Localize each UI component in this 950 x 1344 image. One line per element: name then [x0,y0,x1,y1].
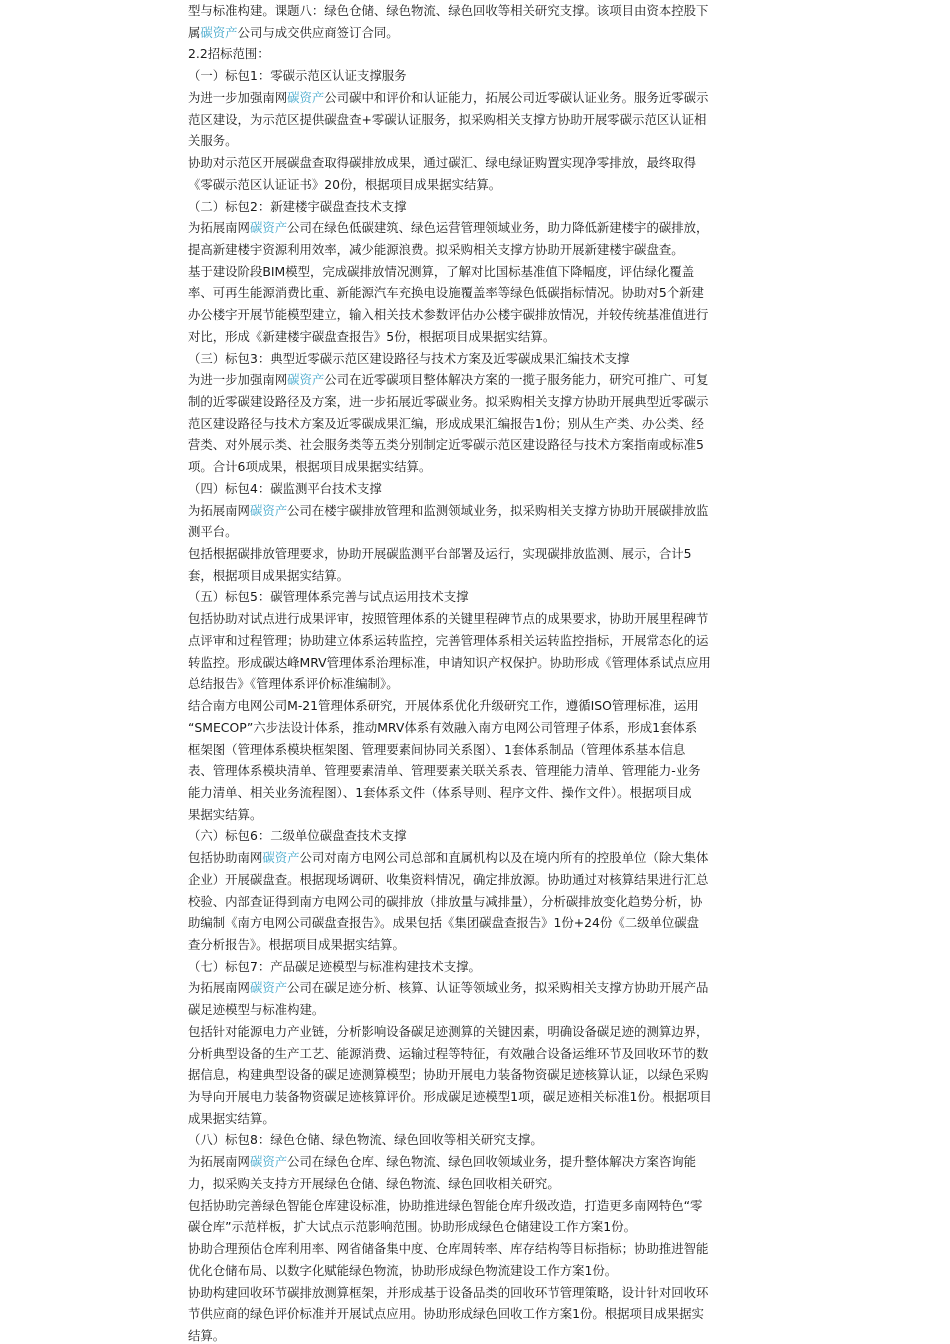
text-line [188,285,704,301]
text-segment: 对比，形成《新建楼宇碳盘查报告》5份，根据项目成果据实结算。 [188,328,556,344]
text-line [188,742,685,758]
company-name-highlight: 碳资产 [249,220,288,236]
text-segment: 率、可再生能源消费比重、新能源汽车充换电设施覆盖率等绿色低碳指标情况。协助对5个新建 [188,285,704,301]
text-line [188,1198,702,1214]
text-line [188,90,708,106]
text-segment: 包括协助南网 [188,850,263,866]
text-segment: 项。合计6项成果，根据项目成果据实结算。 [188,459,432,475]
text-line [188,937,405,953]
text-line [188,329,555,345]
text-segment: 公司对南方电网公司总部和直属机构以及在境内所有的控股单位（除大集体 [299,850,709,866]
text-segment: 结合南方电网公司M-21管理体系研究，开展体系优化升级研究工作，遵循ISO管理标准，运用 [188,698,699,713]
text-line [188,394,708,410]
text-line [188,807,262,823]
text-segment: 成果据实结算。 [188,1110,275,1126]
text-segment: 总结报告》《管理体系评价标准编制》。 [188,676,399,692]
text-segment: 为拓展南网 [188,980,250,996]
text-line [188,1241,708,1257]
text-line [188,959,481,975]
text-line [188,1176,560,1192]
text-segment: 转监控。形成碳达峰MRV管理体系治理标准，申请知识产权保护。协助形成《管理体系试点应用 [188,654,711,670]
text-segment: 包括协助完善绿色智能仓库建设标准，协助推进绿色智能仓库升级改造，打造更多南网特色“零 [188,1197,703,1213]
text-line [188,416,704,432]
text-segment: 基于建设阶段BIM模型，完成碳排放情况测算，了解对比国标基准值下降幅度，评估绿化覆盖 [188,263,695,279]
text-line [188,1154,696,1170]
text-line [188,372,708,388]
text-segment: 查分析报告》。根据项目成果据实结算。 [188,937,405,952]
text-line [188,133,238,149]
text-line [188,850,708,866]
text-line [188,611,708,627]
text-segment: 企业）开展碳盘查。根据现场调研、收集资料情况，确定排放源。协助通过对核算结果进行汇总 [188,871,709,887]
text-segment: 范区建设，为示范区提供碳盘查+零碳认证服务，拟采购相关支撑方协助开展零碳示范区认证相 [188,111,707,127]
text-line [188,25,399,41]
text-line [188,1111,275,1127]
text-segment: 框架图（管理体系模块框架图、管理要素间协同关系图）、1套体系制品（管理体系基本信息 [188,741,686,757]
text-line [188,589,468,605]
text-segment: 点评审和过程管理；协助建立体系运转监控，完善管理体系相关运转监控指标，开展常态化的运 [188,632,709,648]
text-segment: （二）标包2：新建楼宇碳盘查技术支撑 [188,198,407,214]
text-segment: 协助对示范区开展碳盘查取得碳排放成果，通过碳汇、绿电绿证购置实现净零排放，最终取得 [188,155,697,170]
text-segment: 办公楼宇开展节能模型建立，输入相关技术参数评估办公楼宇碳排放情况，并较传统基准值进行 [188,307,709,323]
text-line [188,894,702,910]
text-segment: 为拓展南网 [188,502,250,518]
text-segment: 为拓展南网 [188,220,250,236]
text-line [188,112,706,128]
text-line [188,199,407,215]
text-line [188,68,407,84]
text-segment: 力，拟采购关支持方开展绿色仓储、绿色物流、绿色回收相关研究。 [188,1175,560,1191]
text-line [188,763,701,779]
text-segment: 助编制《南方电网公司碳盘查报告》。成果包括《集团碳盘查报告》1份+24份《二级单位碳盘 [188,915,700,931]
text-segment: 公司在楼宇碳排放管理和监测领域业务，拟采购相关支撑方协助开展碳排放监 [287,502,709,518]
text-segment: 2.2招标范围： [188,46,270,62]
text-segment: 协助构建回收环节碳排放测算框架，并形成基于设备品类的回收环节管理策略，设计针对回收环 [188,1284,709,1300]
text-segment: 包括针对能源电力产业链，分析影响设备碳足迹测算的关键因素，明确设备碳足迹的测算边界， [188,1023,709,1039]
text-line [188,676,399,692]
text-line [188,568,349,584]
text-line [188,1046,708,1062]
text-line [188,1132,543,1148]
text-line [188,459,431,475]
text-line [188,46,270,62]
text-line [188,220,708,236]
text-line [188,481,382,497]
text-segment: 公司碳中和评价和认证能力，拓展公司近零碳认证业务。服务近零碳示 [324,89,709,105]
text-segment: 公司在近零碳项目整体解决方案的一揽子服务能力，研究可推广、可复 [324,372,709,388]
company-name-highlight: 碳资产 [249,1154,288,1170]
text-segment: 能力清单、相关业务流程图）、1套体系文件（体系导则、程序文件、操作文件）。根据项目成 [188,784,692,800]
text-line [188,524,238,540]
text-segment: 为进一步加强南网 [188,372,288,388]
text-segment: 节供应商的绿色评价标准并开展试点应用。协助形成绿色回收工作方案1份。根据项目成果据实 [188,1306,704,1322]
text-line [188,655,711,671]
text-segment: 为进一步加强南网 [188,89,288,105]
text-line [188,351,630,367]
text-segment: 《零碳示范区认证证书》20份，根据项目成果据实结算。 [188,176,502,192]
text-line [188,307,708,323]
text-line [188,242,684,258]
text-line [188,698,699,714]
text-segment: （三）标包3：典型近零碳示范区建设路径与技术方案及近零碳成果汇编技术支撑 [188,350,630,366]
text-line [188,1002,324,1018]
text-segment: 套，根据项目成果据实结算。 [188,567,350,583]
text-line [188,155,696,171]
text-segment: 关服务。 [188,133,238,149]
text-line [188,1067,708,1083]
text-line [188,980,708,996]
text-segment: 测平台。 [188,524,238,540]
text-line [188,828,407,844]
text-segment: （八）标包8：绿色仓储、绿色物流、绿色回收等相关研究支撑。 [188,1132,543,1148]
text-segment: 属 [188,24,201,40]
text-segment: （四）标包4：碳监测平台技术支撑 [188,480,382,496]
company-name-highlight: 碳资产 [287,372,325,388]
text-segment: 据信息，构建典型设备的碳足迹测算模型；协助开展电力装备物资碳足迹核算认证，以绿色采购 [188,1067,709,1083]
text-segment: 公司与成交供应商签订合同。 [237,24,399,40]
text-segment: （一）标包1：零碳示范区认证支撑服务 [188,68,407,84]
text-segment: 包括协助对试点进行成果评审，按照管理体系的关键里程碑节点的成果要求，协助开展里程碑节 [188,611,709,627]
text-line [188,546,692,562]
text-segment: 包括根据碳排放管理要求，协助开展碳监测平台部署及运行，实现碳排放监测、展示，合计5 [188,546,692,561]
text-line [188,503,708,519]
text-line [188,3,708,19]
text-line [188,915,699,931]
text-line [188,1306,704,1322]
text-segment: “SMECOP”六步法设计体系，推动MRV体系有效融入南方电网公司管理子体系，形成1套体系 [188,719,698,735]
company-name-highlight: 碳资产 [249,502,288,518]
text-segment: 公司在绿色低碳建筑、绿色运营管理领域业务，助力降低新建楼宇的碳排放， [287,220,709,236]
text-segment: 果据实结算。 [188,806,263,822]
text-segment: 提高新建楼宇资源利用效率，减少能源浪费。拟采购相关支撑方协助开展新建楼宇碳盘查。 [188,241,684,257]
company-name-highlight: 碳资产 [287,89,325,105]
text-line [188,1219,636,1235]
text-line [188,437,704,453]
company-name-highlight: 碳资产 [262,850,300,866]
text-segment: 制的近零碳建设路径及方案，进一步拓展近零碳业务。拟采购相关支撑方协助开展典型近零碳示 [188,394,709,409]
text-segment: （五）标包5：碳管理体系完善与试点运用技术支撑 [188,589,469,605]
text-segment: 结算。 [188,1327,226,1343]
text-segment: 校验、内部查证得到南方电网公司的碳排放（排放量与减排量），分析碳排放变化趋势分析，协 [188,893,703,909]
text-line [188,264,694,280]
text-line [188,1263,617,1279]
company-name-highlight: 碳资产 [249,980,288,996]
text-segment: 碳仓库”示范样板，扩大试点示范影响范围。协助形成绿色仓储建设工作方案1份。 [188,1219,636,1235]
text-segment: （七）标包7：产品碳足迹模型与标准构建技术支撑。 [188,958,481,974]
text-line [188,1328,225,1344]
text-line [188,177,501,193]
text-line [188,785,692,801]
text-line [188,1024,708,1040]
text-segment: 碳足迹模型与标准构建。 [188,1002,325,1018]
text-segment: 公司在绿色仓库、绿色物流、绿色回收领域业务，提升整体解决方案咨询能 [287,1154,697,1170]
text-segment: 优化仓储布局、以数字化赋能绿色物流，协助形成绿色物流建设工作方案1份。 [188,1262,618,1278]
text-segment: 协助合理预估仓库利用率、网省储备集中度、仓库周转率、库存结构等目标指标；协助推进智能 [188,1241,709,1256]
text-line [188,1089,712,1105]
text-line [188,872,708,888]
text-segment: 公司在碳足迹分析、核算、认证等领域业务，拟采购相关支撑方协助开展产品 [287,980,709,996]
text-segment: 分析典型设备的生产工艺、能源消费、运输过程等特征，有效融合设备运维环节及回收环节的数 [188,1045,709,1061]
text-segment: 为导向开展电力装备物资碳足迹核算评价。形成碳足迹模型1项，碳足迹相关标准1份。根据项目 [188,1089,712,1104]
text-segment: 营类、对外展示类、社会服务类等五类分别制定近零碳示范区建设路径与技术方案指南或标准5 [188,437,704,453]
text-line [188,1285,708,1301]
text-segment: （六）标包6：二级单位碳盘查技术支撑 [188,828,407,844]
text-line [188,720,697,736]
text-segment: 型与标准构建。课题八：绿色仓储、绿色物流、绿色回收等相关研究支撑。该项目由资本控股下 [188,3,709,18]
company-name-highlight: 碳资产 [200,24,238,40]
text-segment: 表、管理体系模块清单、管理要素清单、管理要素关联关系表、管理能力清单、管理能力-业务 [188,763,701,779]
text-segment: 为拓展南网 [188,1154,250,1170]
text-line [188,633,708,649]
text-segment: 范区建设路径与技术方案及近零碳成果汇编，形成成果汇编报告1份；别从生产类、办公类、经 [188,415,704,431]
